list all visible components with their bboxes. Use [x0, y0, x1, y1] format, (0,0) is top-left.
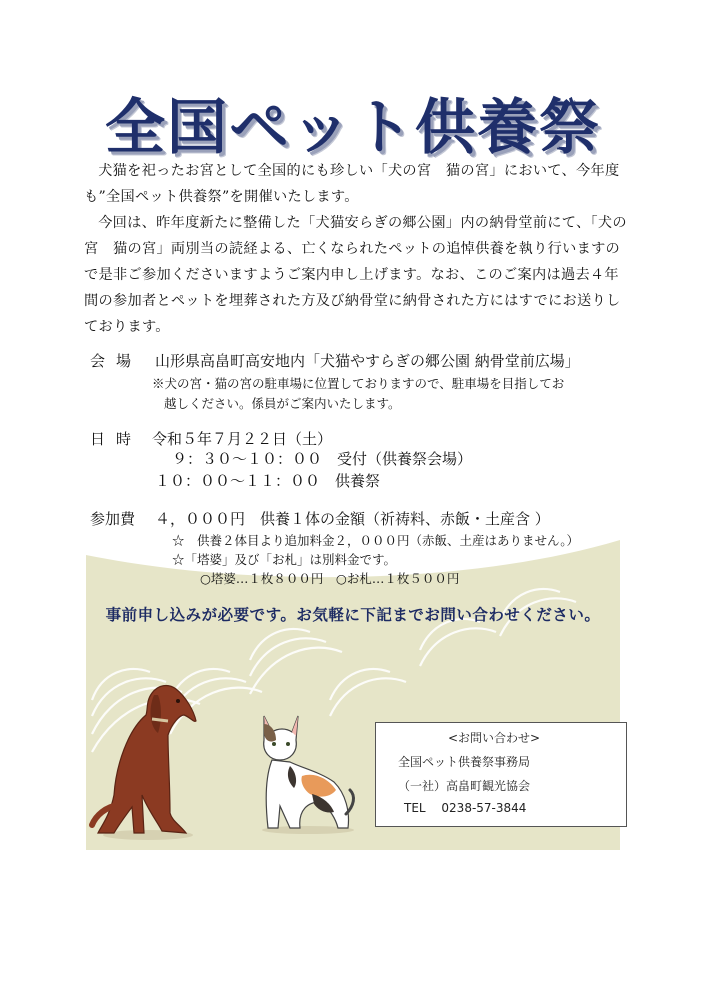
contact-box: [375, 722, 627, 827]
venue-note-2: 越しください。係員がご案内いたします。: [164, 396, 401, 411]
datetime-date: 令和５年７月２２日（土）: [152, 430, 333, 448]
fee-label: 参加費: [90, 510, 136, 528]
contact-organization: 全国ペット供養祭事務局: [398, 755, 531, 769]
fee-note-1: ☆ 供養２体目より追加料金２，０００円（赤飯、土産はありません。）: [172, 533, 580, 548]
fee-note-2: ☆「塔婆」及び「お札」は別料金です。: [172, 552, 397, 567]
fee-value: ４，０００円 供養１体の金額（祈祷料、赤飯・土産含 ）: [155, 510, 550, 528]
contact-heading: <お問い合わせ>: [448, 731, 541, 745]
fee-note-3: ○塔婆…１枚８００円 ○お札…１枚５００円: [200, 571, 460, 586]
venue-note-1: ※犬の宮・猫の宮の駐車場に位置しておりますので、駐車場を目指してお: [152, 376, 565, 391]
page-title: 全国ペット供養祭: [105, 93, 601, 164]
venue-value: 山形県高畠町高安地内「犬猫やすらぎの郷公園 納骨堂前広場」: [155, 352, 580, 370]
contact-phone: TEL 0238-57-3844: [404, 801, 527, 815]
venue-label: 会場: [90, 352, 143, 370]
dog-illustration: [88, 675, 208, 845]
intro-paragraph-1: 犬猫を祀ったお宮として全国的にも珍しい「犬の宮 猫の宮」において、今年度も”全国ペット供養祭”を開催いたします。: [84, 163, 620, 205]
datetime-label: 日時: [90, 430, 143, 448]
datetime-reception: ９：３０～１０：００ 受付（供養祭会場）: [172, 450, 473, 468]
contact-association: （一社）高畠町観光協会: [398, 779, 531, 793]
intro-paragraph-2: 今回は、昨年度新たに整備した「犬猫安らぎの郷公園」内の納骨堂前にて、「犬の宮 猫の宮」両別当の読経よる、亡くなられたペットの追悼供養を執り行いますので是非ご参加くださいますようご案内申し上げます。なお、このご案内は過去４年間の参加者とペットを埋葬された方及び納骨堂に納骨された方にはすでにお送りしております。: [84, 215, 627, 335]
datetime-ceremony: １０：００～１１：００ 供養祭: [155, 472, 381, 490]
registration-notice: 事前申し込みが必要です。お気軽に下記までお問い合わせください。: [105, 606, 601, 624]
cat-illustration: [250, 710, 360, 835]
